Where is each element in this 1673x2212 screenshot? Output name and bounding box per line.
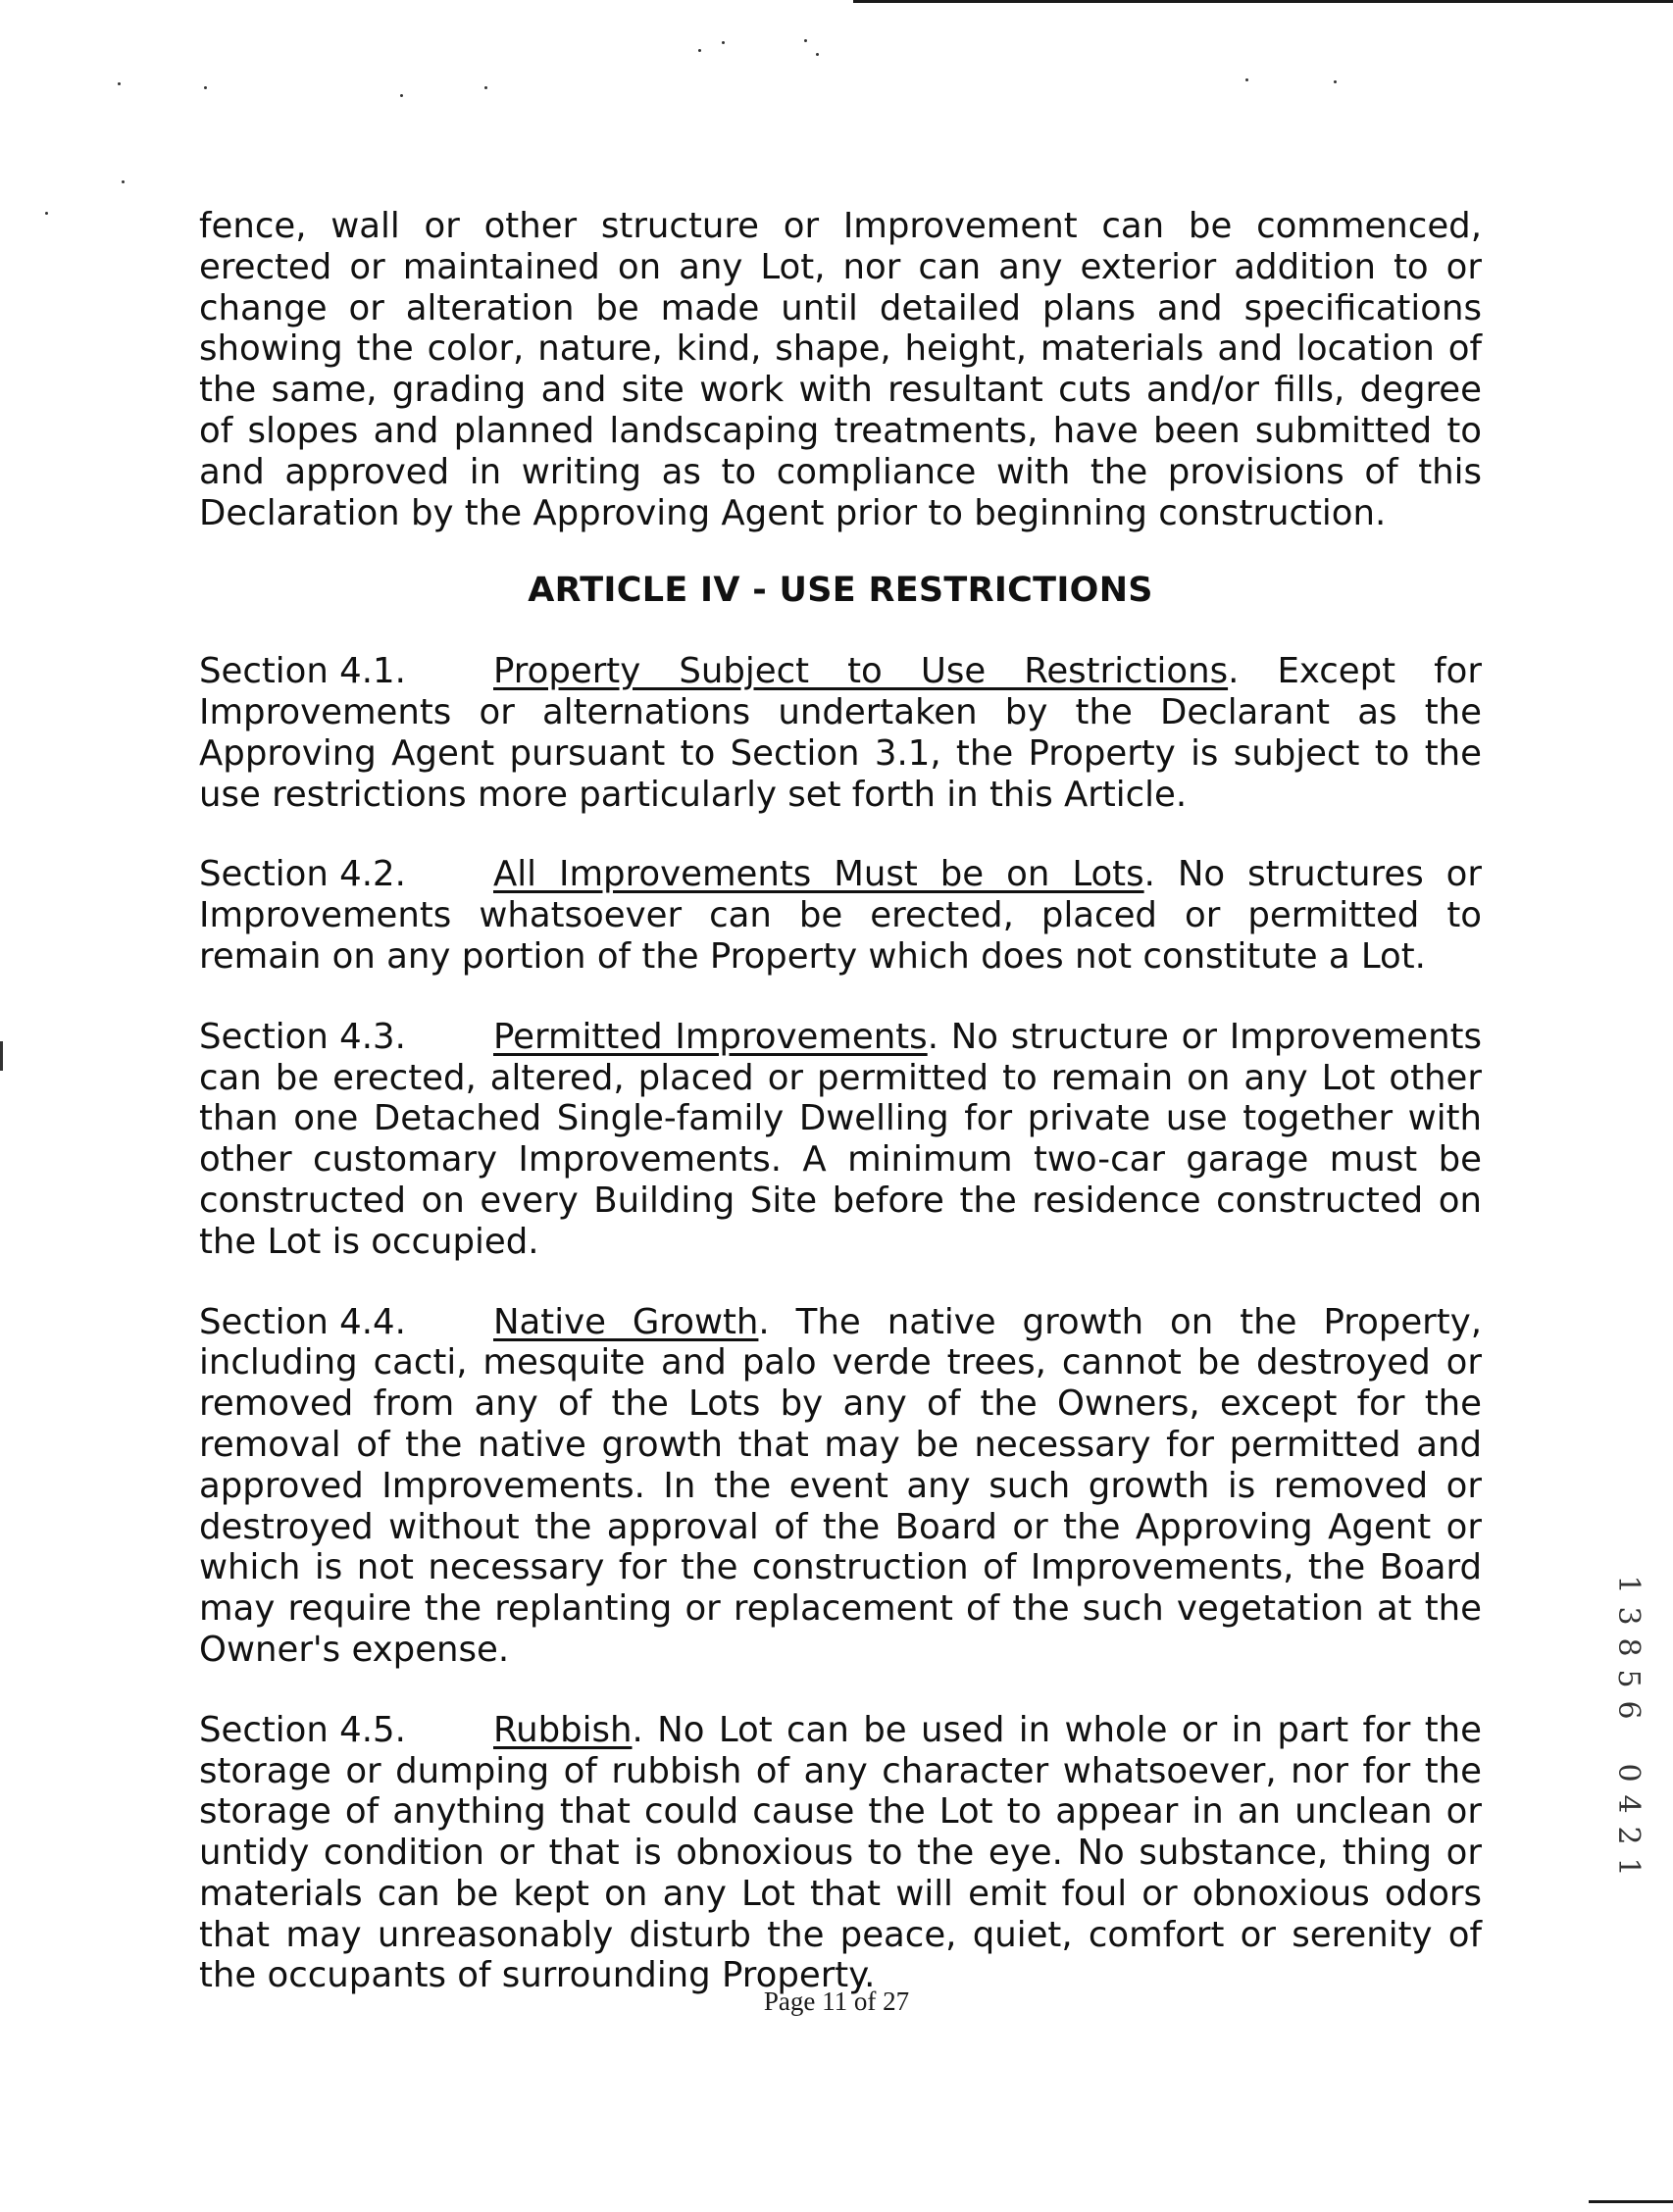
scan-edge-top (853, 0, 1673, 3)
section-title: Rubbish (493, 1709, 633, 1750)
section-number: Section 4.1. (199, 651, 406, 692)
section-title: Property Subject to Use Restrictions (493, 651, 1229, 692)
recording-digit: 3 (1611, 1606, 1646, 1626)
section-body: . No Lot can be used in whole or in part for the storage or dumping of rubbish of any character whatsoever, nor for the storage of anything that could cause the Lot to appear in an unclean or untidy condition or that is obnoxious to the eye. No substance, thing or materials can be kept on any Lot that will emit foul or obnoxious odors that may unreasonably disturb the peace, quiet, comfort or serenity of the occupants of surrounding Property. (199, 1709, 1482, 1996)
section-body: . Except for Improvements or alternations undertaken by the Declarant as the Approving Agent pursuant to Section 3.1, the Property is subject to the use restrictions more particularly set forth in this Article. (199, 651, 1482, 815)
scan-speck (118, 82, 121, 85)
scan-edge-left (0, 1041, 3, 1071)
scan-speck (1334, 80, 1337, 83)
recording-number-stamp (1610, 1569, 1646, 1883)
section-title: Native Growth (493, 1301, 759, 1342)
section-number: Section 4.4. (199, 1301, 406, 1342)
page-footer: Page 11 of 27 (763, 1986, 910, 2016)
recording-digit: 1 (1611, 1857, 1646, 1877)
recording-digit: 6 (1611, 1700, 1646, 1720)
recording-digit: 0 (1611, 1763, 1646, 1783)
recording-digit (1612, 1724, 1644, 1759)
section-4-1 (199, 651, 1482, 815)
scan-speck (484, 86, 487, 89)
scan-speck (1245, 78, 1248, 81)
recording-digit: 5 (1611, 1669, 1646, 1688)
section-4-3 (199, 1017, 1482, 1263)
section-4-2 (199, 854, 1482, 977)
article-heading: ARTICLE IV - USE RESTRICTIONS (528, 571, 1153, 611)
scan-edge-bottom (1589, 2200, 1673, 2203)
recording-digit: 4 (1611, 1794, 1646, 1814)
section-number: Section 4.3. (199, 1016, 406, 1057)
scan-speck (204, 86, 207, 89)
scan-speck (816, 53, 819, 56)
section-body: . The native growth on the Property, including cacti, mesquite and palo verde trees, cannot be destroyed or removed from any of the Lots by any of the Owners, except for the removal of the native growth that may be necessary for permitted and approved Improvements. In the event any such growth is removed or destroyed without the approval of the Board or the Approving Agent or which is not necessary for the construction of Improvements, the Board may require the replanting or replacement of the such vegetation at the Owner's expense. (199, 1301, 1482, 1670)
intro-paragraph: fence, wall or other structure or Improvement can be commenced, erected or maintained on any Lot, nor can any exterior addition to or change or alteration be made until detailed plans and specifications showing the color, nature, kind, shape, height, materials and location of the same, grading and site work with resultant cuts and/or fills, degree of slopes and planned landscaping treatments, have been submitted to and approved in writing as to compliance with the provisions of this Declaration by the Approving Agent prior to beginning construction. (199, 206, 1482, 533)
section-title: All Improvements Must be on Lots (493, 854, 1144, 895)
section-body: . No structures or Improvements whatsoever can be erected, placed or permitted to remain on any portion of the Property which does not constitute a Lot. (199, 854, 1482, 977)
scan-speck (698, 49, 701, 52)
scan-speck (722, 41, 725, 44)
recording-digit: 1 (1611, 1575, 1646, 1594)
section-4-5 (199, 1710, 1482, 1997)
recording-digit: 2 (1611, 1826, 1646, 1845)
scan-speck (400, 94, 403, 97)
document-body (199, 206, 1482, 2036)
section-number: Section 4.5. (199, 1709, 406, 1750)
scan-speck (804, 39, 807, 42)
scan-speck (122, 180, 125, 183)
recording-digit: 8 (1611, 1637, 1646, 1657)
section-number: Section 4.2. (199, 854, 406, 895)
section-body: . No structure or Improvements can be erected, altered, placed or permitted to remain on any Lot other than one Detached Single-family Dwelling for private use together with other customary Improvements. A minimum two-car garage must be constructed on every Building Site before the residence constructed on the Lot is occupied. (199, 1016, 1483, 1262)
scan-speck (45, 212, 48, 215)
section-title: Permitted Improvements (493, 1016, 928, 1057)
section-4-4 (199, 1302, 1482, 1671)
